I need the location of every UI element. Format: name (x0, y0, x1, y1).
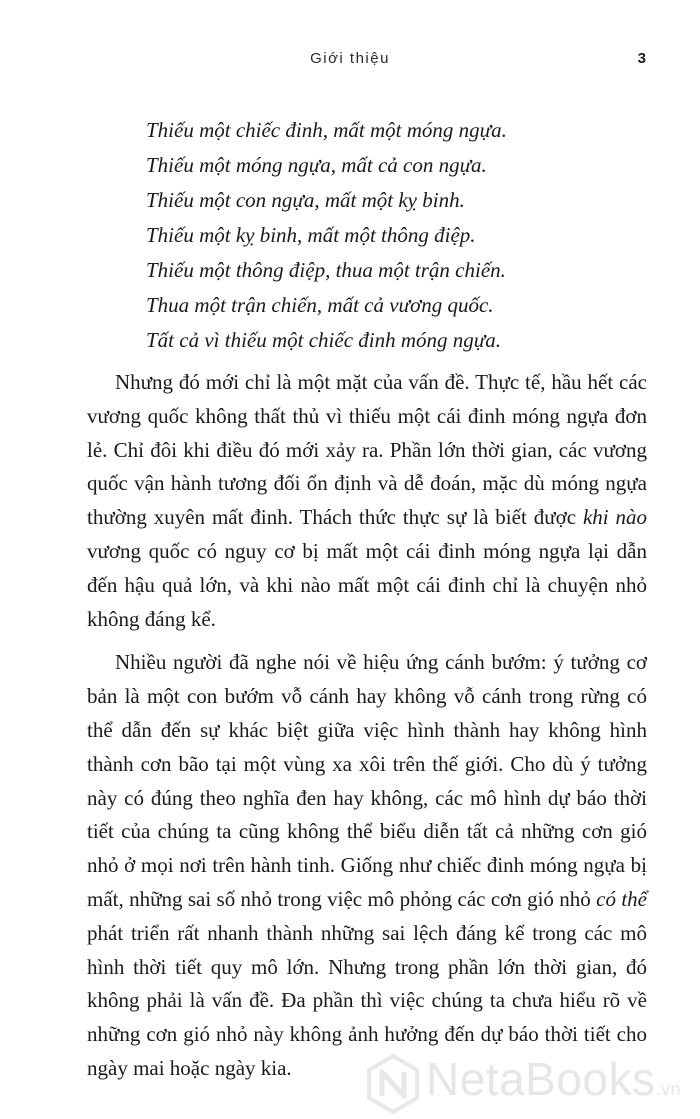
paragraph-horseshoe-nail (87, 366, 647, 636)
publisher-watermark (366, 1050, 700, 1119)
running-head: Giới thiệu (310, 50, 390, 67)
verse-line: Thiếu một chiếc đinh, mất một móng ngựa. (146, 118, 507, 142)
watermark-text (426, 1052, 681, 1106)
verse-line: Thiếu một kỵ binh, mất một thông điệp. (146, 223, 476, 247)
page-header (0, 50, 700, 74)
paragraph-butterfly-effect (87, 646, 647, 1085)
paragraph-text: Nhưng đó mới chỉ là một mặt của vấn đề. Thực tế, hầu hết các vương quốc không thất thủ vì thiếu một cái đinh móng ngựa đơn lẻ. Chỉ đôi khi điều đó mới xảy ra. Phần lớn thời gian, các vương quốc vận hành tương đối ổn định và dễ đoán, mặc dù móng ngựa thường xuyên mất đinh. Thách thức thực sự là biết được (87, 370, 647, 530)
verse-line: Thiếu một con ngựa, mất một kỵ binh. (146, 188, 465, 212)
emphasis-text: có thể (596, 886, 647, 911)
netabooks-logo-icon (366, 1054, 420, 1114)
body-text (87, 366, 647, 1086)
emphasis-text: khi nào (582, 505, 648, 530)
paragraph-text: phát triển rất nhanh thành những sai lệch đáng kể trong các mô hình thời tiết quy mô lớn. Nhưng trong phần lớn thời gian, đó không phải là vấn đề. Đa phần thì việc chúng ta chưa hiểu rõ về những cơn gió nhỏ này không ảnh hưởng đến dự báo thời tiết cho ngày mai hoặc ngày kia. (87, 920, 647, 1080)
verse-line: Thiếu một thông điệp, thua một trận chiến. (146, 258, 506, 282)
paragraph-text: Nhiều người đã nghe nói về hiệu ứng cánh bướm: ý tưởng cơ bản là một con bướm vỗ cánh hay không vỗ cánh trong rừng có thể dẫn đến sự khác biệt giữa việc hình thành hay không hình thành cơn bão tại một vùng xa xôi trên thế giới. Cho dù ý tưởng này có đúng theo nghĩa đen hay không, các mô hình dự báo thời tiết của chúng ta cũng không thể biểu diễn tất cả những cơn gió nhỏ ở mọi nơi trên hành tinh. Giống như chiếc đinh móng ngựa bị mất, những sai số nhỏ trong việc mô phỏng các cơn gió nhỏ (87, 650, 647, 911)
paragraph-text: vương quốc có nguy cơ bị mất một cái đinh móng ngựa lại dẫn đến hậu quả lớn, và khi nào mất một cái đinh chỉ là chuyện nhỏ không đáng kể. (87, 538, 647, 631)
epigraph-verse (146, 113, 626, 358)
verse-line: Thiếu một móng ngựa, mất cả con ngựa. (146, 153, 487, 177)
verse-line: Thua một trận chiến, mất cả vương quốc. (146, 293, 494, 317)
verse-line: Tất cả vì thiếu một chiếc đinh móng ngựa. (146, 328, 501, 352)
watermark-brand: NetaBooks (426, 1053, 656, 1105)
watermark-suffix: .vn (655, 1079, 682, 1099)
page-number: 3 (637, 50, 646, 67)
